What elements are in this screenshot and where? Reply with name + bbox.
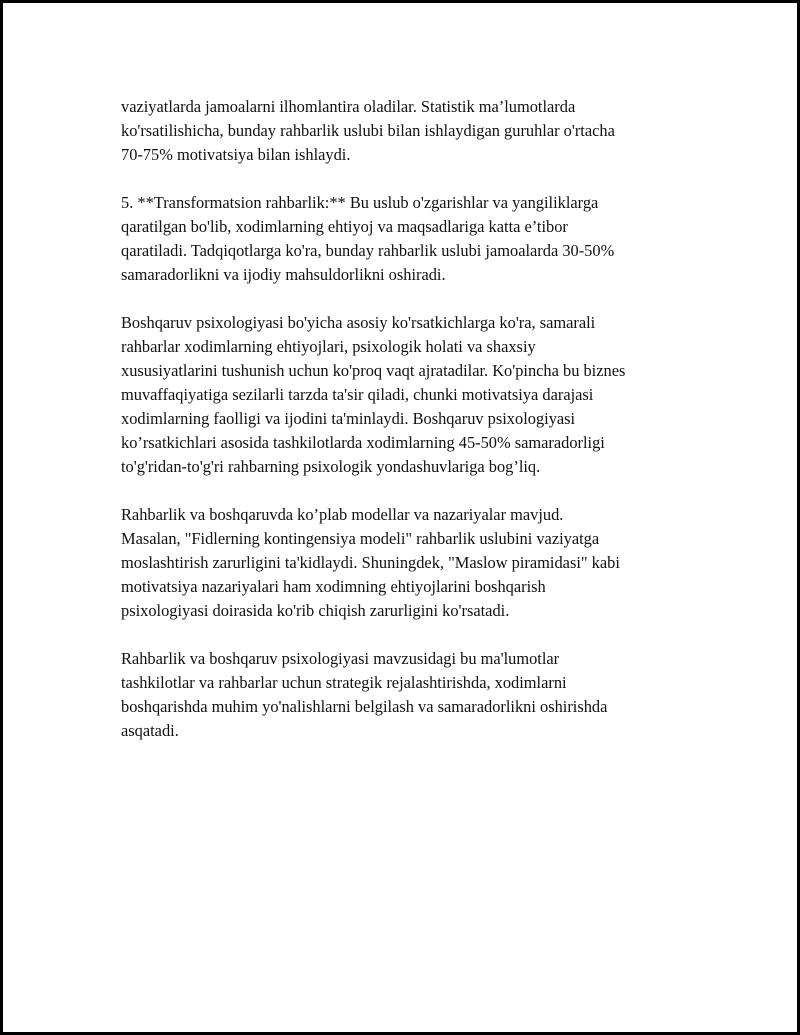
paragraph-management-psychology: Boshqaruv psixologiyasi bo'yicha asosiy ko'rsatkichlarga ko'ra, samarali rahbarlar xodimlarning ehtiyojlari, psixologik holati va shaxsiy xususiyatlarini tushunish uchun ko'proq vaqt ajratadilar. Ko'pincha bu biznes muvaffaqiyatiga sezilarli tarzda ta'sir qiladi, chunki motivatsiya darajasi xodimlarning faolligi va ijodini ta'minlaydi. Boshqaruv psixologiyasi ko’rsatkichlari asosida tashkilotlarda xodimlarning 45-50% samaradorligi to'g'ridan-to'g'ri rahbarning psixologik yondashuvlariga bog’liq. (121, 313, 626, 476)
paragraph-conclusion: Rahbarlik va boshqaruv psixologiyasi mavzusidagi bu ma'lumotlar tashkilotlar va rahbarlar uchun strategik rejalashtirishda, xodimlarni boshqarishda muhim yo'nalishlarni belgilash va samaradorlikni oshirishda asqatadi. (121, 649, 608, 740)
paragraph-statistics: vaziyatlarda jamoalarni ilhomlantira oladilar. Statistik ma’lumotlarda ko'rsatilishicha, bunday rahbarlik uslubi bilan ishlaydigan guruhlar o'rtacha 70-75% motivatsiya bilan ishlaydi. (121, 97, 615, 164)
paragraph-models-theories: Rahbarlik va boshqaruvda ko’plab modellar va nazariyalar mavjud. Masalan, "Fidlerning kontingensiya modeli" rahbarlik uslubini vaziyatga moslashtirish zarurligini ta'kidlaydi. Shuningdek, "Maslow piramidasi" kabi motivatsiya nazariyalari ham xodimning ehtiyojlarini boshqarish psixologiyasi doirasida ko'rib chiqish zarurligini ko'rsatadi. (121, 505, 620, 620)
document-body (121, 95, 691, 767)
paragraph-transformational-leadership: 5. **Transformatsion rahbarlik:** Bu uslub o'zgarishlar va yangiliklarga qaratilgan bo'lib, xodimlarning ehtiyoj va maqsadlariga katta e’tibor qaratiladi. Tadqiqotlarga ko'ra, bunday rahbarlik uslubi jamoalarda 30-50% samaradorlikni va ijodiy mahsuldorlikni oshiradi. (121, 193, 615, 284)
